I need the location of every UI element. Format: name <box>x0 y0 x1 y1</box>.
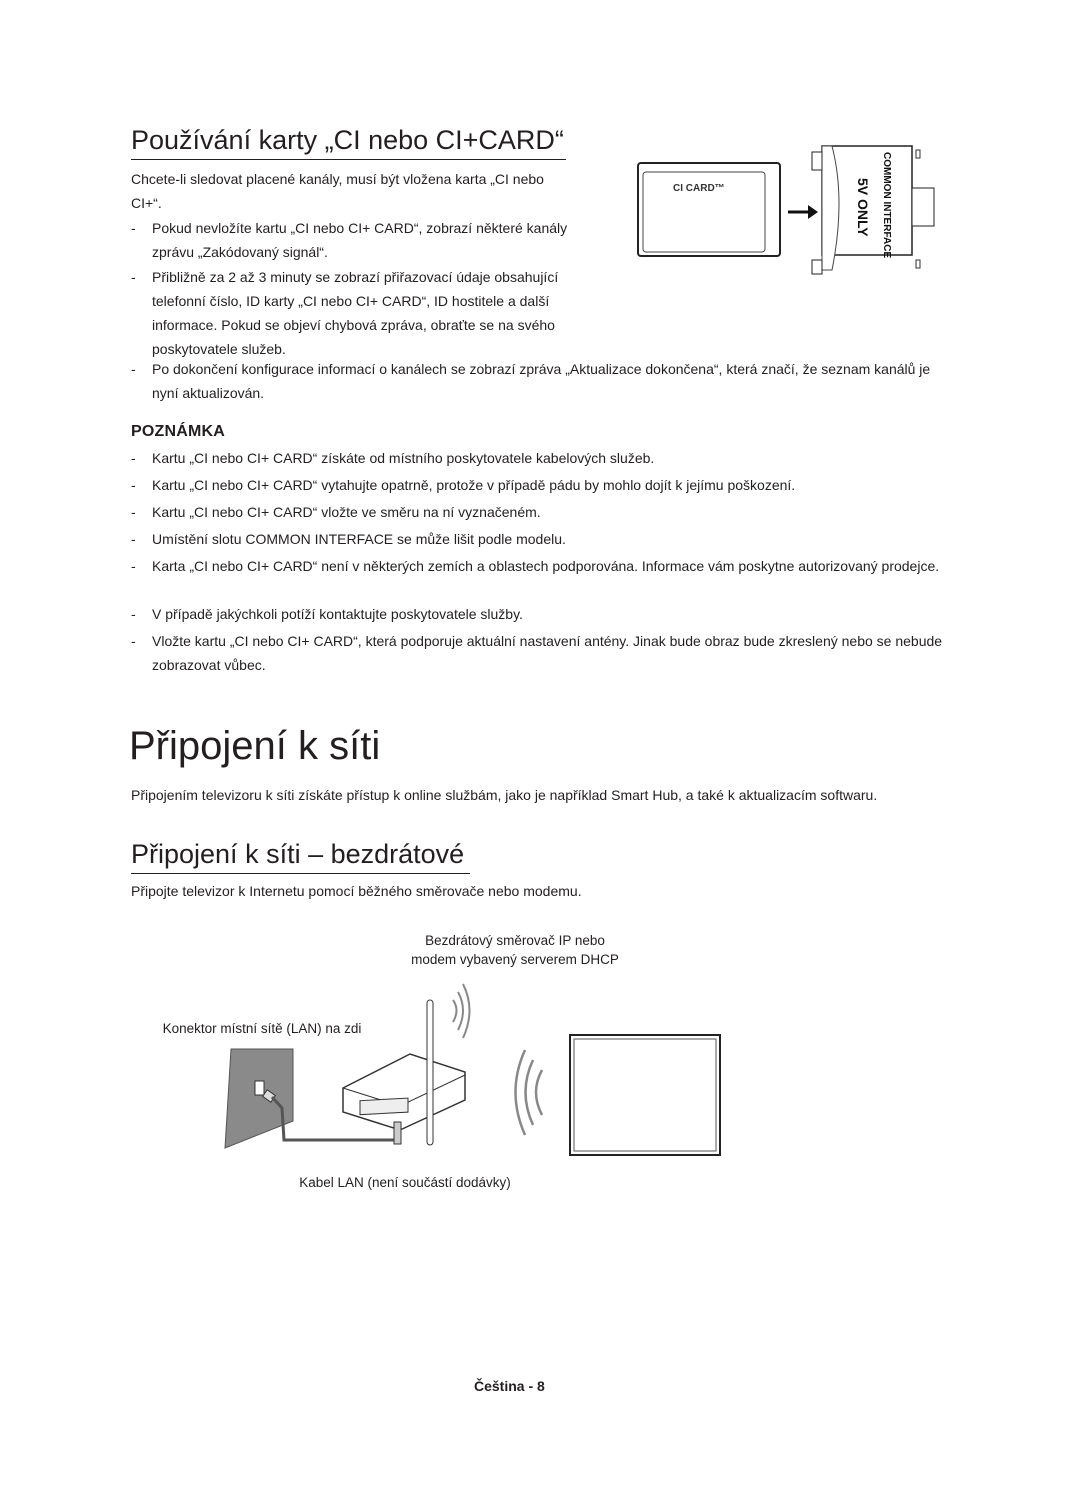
router-label-line: modem vybavený serverem DHCP <box>411 952 619 967</box>
note-bullet: - V případě jakýchkoli potíží kontaktujte poskytovatele služby. <box>131 602 952 626</box>
note-heading: POZNÁMKA <box>131 423 226 440</box>
router-label <box>340 931 690 969</box>
note-bullet: - Kartu „CI nebo CI+ CARD“ vložte ve směru na ní vyznačeném. <box>131 500 952 524</box>
tv-icon <box>570 1035 720 1155</box>
network-diagram <box>220 980 960 1170</box>
note-bullet: - Kartu „CI nebo CI+ CARD“ vytahujte opatrně, protože v případě pádu by mohlo dojít k jejímu poškození. <box>131 473 952 497</box>
ci-slot-icon <box>812 146 934 274</box>
lan-cable-label: Kabel LAN (není součástí dodávky) <box>299 1175 511 1190</box>
wall-connector-label: Konektor místní sítě (LAN) na zdi <box>162 1021 362 1036</box>
ci-bullet: - Po dokončení konfigurace informací o kanálech se zobrazí zpráva „Aktualizace dokončena“, která značí, že seznam kanálů je nyní aktualizován. <box>131 357 952 405</box>
network-intro: Připojením televizoru k síti získáte přístup k online službám, jako je například Smart Hub, a také k aktualizacím softwaru. <box>131 787 878 803</box>
network-title: Připojení k síti <box>129 724 381 768</box>
note-bullet: - Kartu „CI nebo CI+ CARD“ získáte od místního poskytovatele kabelových služeb. <box>131 446 952 470</box>
router-label-line: Bezdrátový směrovač IP nebo <box>425 933 605 948</box>
router-icon <box>343 1000 465 1145</box>
note-bullet: - Karta „CI nebo CI+ CARD“ není v některých zemích a oblastech podporována. Informace vám poskytne autorizovaný prodejce. <box>131 554 952 578</box>
note-bullet: - Umístění slotu COMMON INTERFACE se může lišit podle modelu. <box>131 527 952 551</box>
ci-card-icon <box>638 163 780 256</box>
slot-label: COMMON INTERFACE <box>881 152 892 259</box>
page-number: Čeština - 8 <box>474 1378 545 1394</box>
ci-card-heading: Používání karty „CI nebo CI+CARD“ <box>131 124 566 160</box>
arrow-right-icon <box>788 205 818 219</box>
wireless-heading: Připojení k síti – bezdrátové <box>131 838 470 874</box>
slot-voltage-label: 5V ONLY <box>855 178 871 237</box>
note-bullet: - Vložte kartu „CI nebo CI+ CARD“, která podporuje aktuální nastavení antény. Jinak bude obraz bude zkreslený nebo se nebude zobrazovat vůbec. <box>131 629 962 677</box>
ci-intro: Chcete-li sledovat placené kanály, musí být vložena karta „CI nebo CI+“. <box>131 171 544 211</box>
ci-card-illustration <box>610 130 940 290</box>
wifi-signal-icon <box>453 984 470 1038</box>
ci-bullet: - Přibližně za 2 až 3 minuty se zobrazí přiřazovací údaje obsahující telefonní číslo, ID karty „CI nebo CI+ CARD“, ID hostitele a další informace. Pokud se objeví chybová zpráva, obraťte se na svého poskytovatele služeb. <box>131 265 592 361</box>
ci-bullet: - Pokud nevložíte kartu „CI nebo CI+ CARD“, zobrazí některé kanály zprávu „Zakódovaný signál“. <box>131 216 592 264</box>
card-label: CI CARD™ <box>673 183 725 194</box>
wireless-intro: Připojte televizor k Internetu pomocí běžného směrovače nebo modemu. <box>131 883 582 899</box>
wifi-signal-icon <box>516 1050 543 1135</box>
